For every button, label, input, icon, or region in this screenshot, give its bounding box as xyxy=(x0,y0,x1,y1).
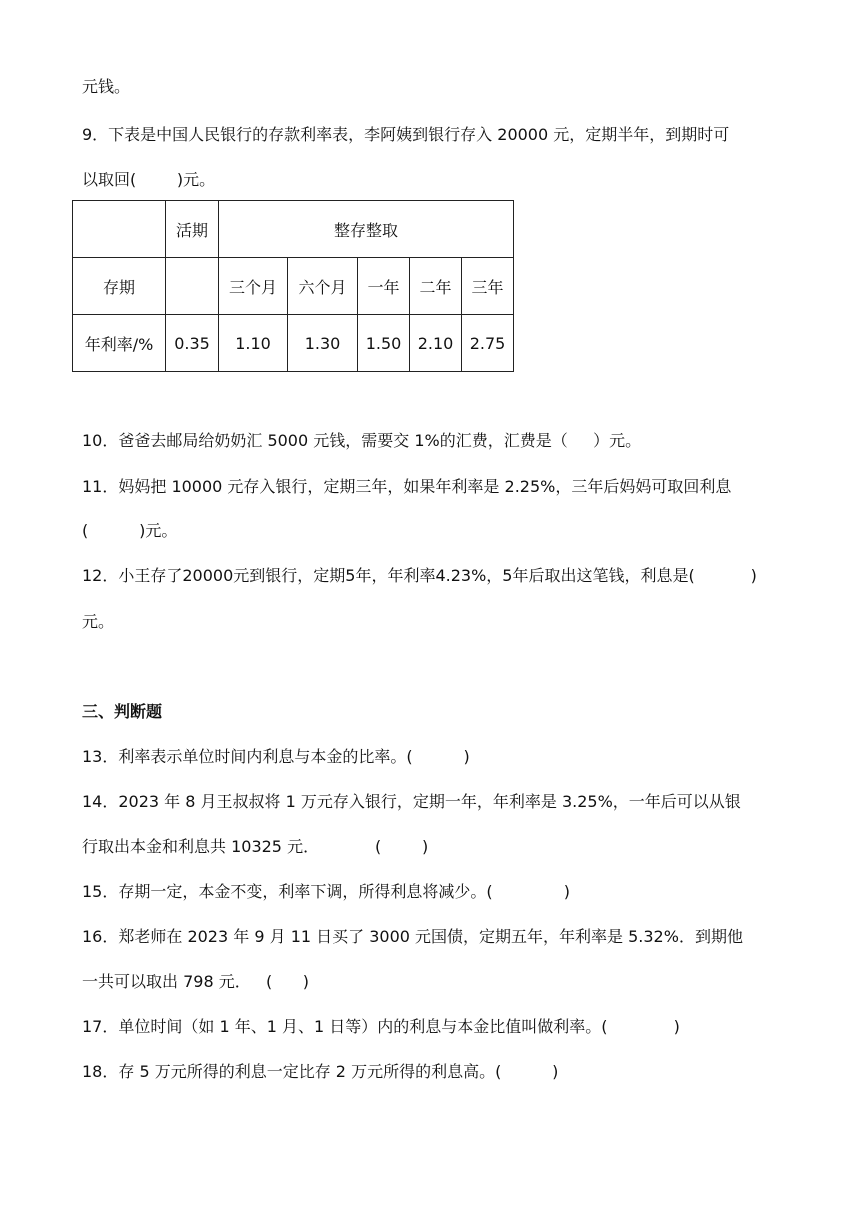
question-17: 17．单位时间（如 1 年、1 月、1 日等）内的利息与本金比值叫做利率。( ) xyxy=(82,1017,680,1036)
question-9-line1: 9．下表是中国人民银行的存款利率表，李阿姨到银行存入 20000 元，定期半年，到期时可 xyxy=(82,125,730,144)
table-cell: 整存整取 xyxy=(219,201,514,258)
table-cell xyxy=(73,201,166,258)
question-continuation: 元钱。 xyxy=(82,77,131,96)
question-12-line1: 12．小王存了20000元到银行，定期5年，年利率4.23%，5年后取出这笔钱，利息是( ) xyxy=(82,566,757,585)
table-cell: 三个月 xyxy=(219,258,288,315)
table-cell: 1.30 xyxy=(288,315,358,372)
table-cell: 1.10 xyxy=(219,315,288,372)
table-cell: 1.50 xyxy=(358,315,410,372)
question-15: 15．存期一定，本金不变，利率下调，所得利息将减少。( ) xyxy=(82,882,571,901)
table-cell: 存期 xyxy=(73,258,166,315)
question-18: 18．存 5 万元所得的利息一定比存 2 万元所得的利息高。( ) xyxy=(82,1062,559,1081)
question-11-line2: ( )元。 xyxy=(82,521,178,540)
table-cell: 2.75 xyxy=(462,315,514,372)
question-16-line1: 16．郑老师在 2023 年 9 月 11 日买了 3000 元国债，定期五年，年利率是 5.32%．到期他 xyxy=(82,927,743,946)
question-11-line1: 11．妈妈把 10000 元存入银行，定期三年，如果年利率是 2.25%，三年后妈妈可取回利息 xyxy=(82,477,732,496)
table-cell: 2.10 xyxy=(410,315,462,372)
table-cell: 年利率/% xyxy=(73,315,166,372)
question-16-line2: 一共可以取出 798 元． ( ) xyxy=(82,972,309,991)
question-10: 10．爸爸去邮局给奶奶汇 5000 元钱，需要交 1%的汇费，汇费是（ ）元。 xyxy=(82,431,642,450)
table-cell: 一年 xyxy=(358,258,410,315)
table-cell: 0.35 xyxy=(166,315,219,372)
table-cell: 六个月 xyxy=(288,258,358,315)
question-12-line2: 元。 xyxy=(82,612,115,631)
table-cell: 二年 xyxy=(410,258,462,315)
table-cell: 三年 xyxy=(462,258,514,315)
table-row xyxy=(73,201,514,258)
question-14-line1: 14．2023 年 8 月王叔叔将 1 万元存入银行，定期一年，年利率是 3.25%，一年后可以从银 xyxy=(82,792,741,811)
question-14-line2: 行取出本金和利息共 10325 元． ( ) xyxy=(82,837,429,856)
section-heading-judgment: 三、判断题 xyxy=(82,702,163,721)
table-row xyxy=(73,258,514,315)
question-9-line2: 以取回( )元。 xyxy=(82,170,216,189)
table-cell xyxy=(166,258,219,315)
interest-rate-table xyxy=(72,200,514,372)
question-13: 13．利率表示单位时间内利息与本金的比率。( ) xyxy=(82,747,470,766)
table-cell: 活期 xyxy=(166,201,219,258)
table-row xyxy=(73,315,514,372)
